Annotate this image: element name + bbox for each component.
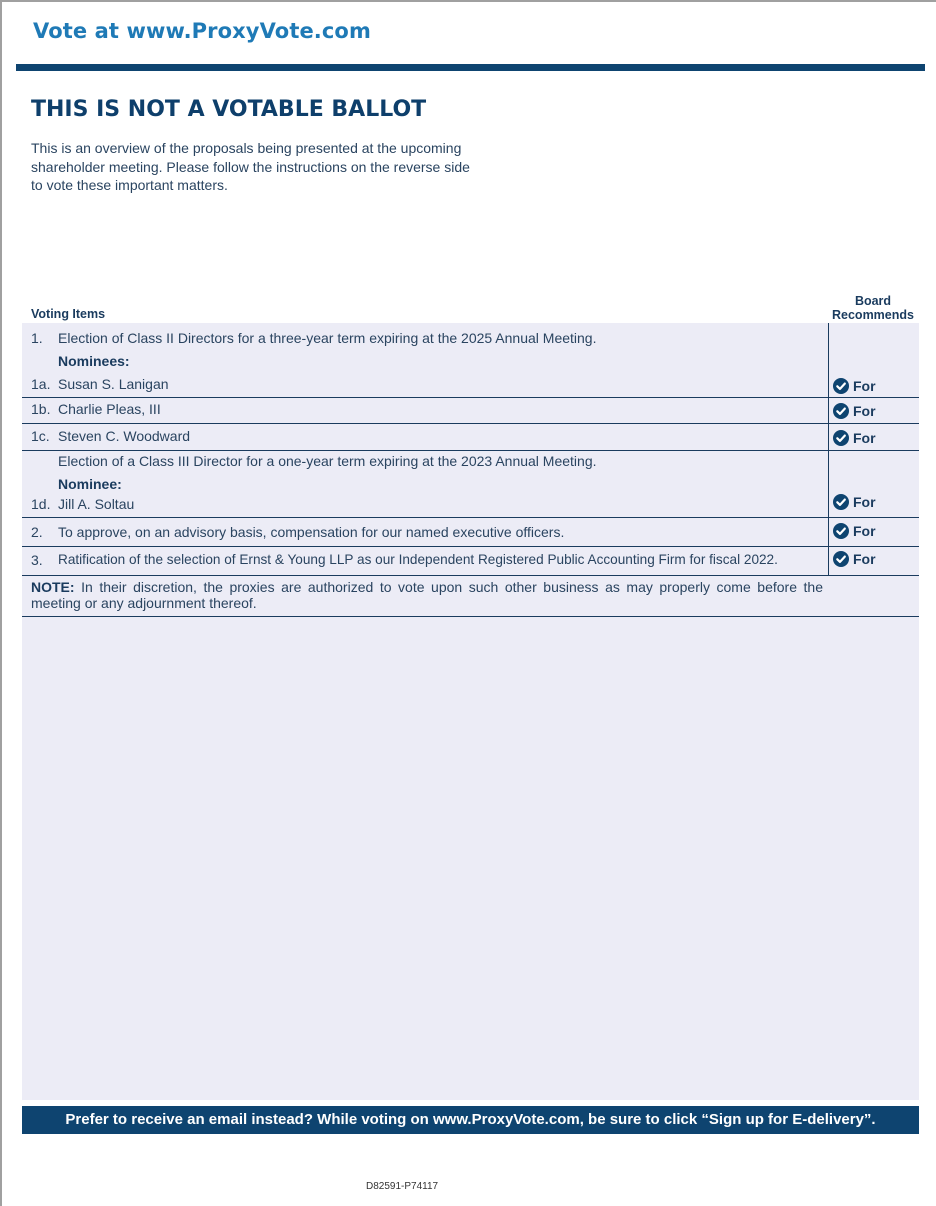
recommendation-label: For bbox=[853, 551, 876, 567]
proposal-1-number: 1. bbox=[31, 330, 43, 346]
nominee-1a-number: 1a. bbox=[31, 376, 51, 392]
nominee-1d-name: Jill A. Soltau bbox=[58, 496, 135, 512]
proposal-1d-text: Election of a Class III Director for a one-year term expiring at the 2023 Annual Meeting. bbox=[58, 453, 597, 469]
proposal-3-number: 3. bbox=[31, 552, 43, 568]
edelivery-banner: Prefer to receive an email instead? While voting on www.ProxyVote.com, be sure to click “Sign up for E-delivery”. bbox=[22, 1106, 919, 1134]
recommendation-label: For bbox=[853, 523, 876, 539]
nominee-1c-name: Steven C. Woodward bbox=[58, 428, 191, 444]
recommendation-3 bbox=[833, 550, 876, 568]
recommendation-1b bbox=[833, 402, 876, 420]
recommendation-label: For bbox=[853, 378, 876, 394]
row-divider bbox=[22, 450, 919, 451]
proposal-2-text: To approve, on an advisory basis, compensation for our named executive officers. bbox=[58, 524, 565, 540]
check-circle-icon bbox=[833, 494, 849, 510]
intro-text: This is an overview of the proposals being presented at the upcoming shareholder meeting. Please follow the instructions on the reverse side to vote these important matters. bbox=[31, 140, 470, 193]
check-circle-icon bbox=[833, 430, 849, 446]
page-title: THIS IS NOT A VOTABLE BALLOT bbox=[31, 97, 427, 122]
discretion-note bbox=[31, 579, 823, 611]
voting-items-header: Voting Items bbox=[31, 307, 106, 321]
recommendation-label: For bbox=[853, 430, 876, 446]
recommendation-1c bbox=[833, 429, 876, 447]
recommendation-label: For bbox=[853, 403, 876, 419]
proposal-1-text: Election of Class II Directors for a three-year term expiring at the 2025 Annual Meeting. bbox=[58, 330, 597, 346]
board-recommends-header bbox=[828, 294, 918, 322]
nominee-label: Nominee: bbox=[58, 476, 122, 492]
row-divider bbox=[22, 423, 919, 424]
check-circle-icon bbox=[833, 403, 849, 419]
proposal-3-text: Ratification of the selection of Ernst & Young LLP as our Independent Registered Public Accounting Firm for fiscal 2022. bbox=[58, 552, 778, 567]
check-circle-icon bbox=[833, 523, 849, 539]
nominee-1b-name: Charlie Pleas, III bbox=[58, 401, 161, 417]
check-circle-icon bbox=[833, 551, 849, 567]
document-code: D82591-P74117 bbox=[366, 1181, 439, 1192]
nominee-1c-number: 1c. bbox=[31, 428, 50, 444]
note-text: In their discretion, the proxies are authorized to vote upon such other business as may properly come before the meeting or any adjournment thereof. bbox=[31, 579, 823, 611]
board-header-line1: Board bbox=[854, 294, 892, 308]
row-divider bbox=[22, 397, 919, 398]
recommendation-1a bbox=[833, 377, 876, 395]
note-divider bbox=[22, 616, 919, 617]
header-rule bbox=[16, 64, 925, 71]
board-header-line2: Recommends bbox=[832, 308, 914, 322]
proposal-2-number: 2. bbox=[31, 524, 43, 540]
nominee-1a-name: Susan S. Lanigan bbox=[58, 376, 169, 392]
nominee-1b-number: 1b. bbox=[31, 401, 51, 417]
row-divider bbox=[22, 546, 919, 547]
row-divider bbox=[22, 517, 919, 518]
recommendation-1d bbox=[833, 493, 876, 511]
vote-url-header: Vote at www.ProxyVote.com bbox=[33, 19, 371, 43]
recommendation-label: For bbox=[853, 494, 876, 510]
check-circle-icon bbox=[833, 378, 849, 394]
nominees-label: Nominees: bbox=[58, 353, 130, 369]
recommendation-2 bbox=[833, 522, 876, 540]
row-divider bbox=[22, 575, 919, 576]
note-label: NOTE: bbox=[31, 579, 75, 595]
nominee-1d-number: 1d. bbox=[31, 496, 51, 512]
